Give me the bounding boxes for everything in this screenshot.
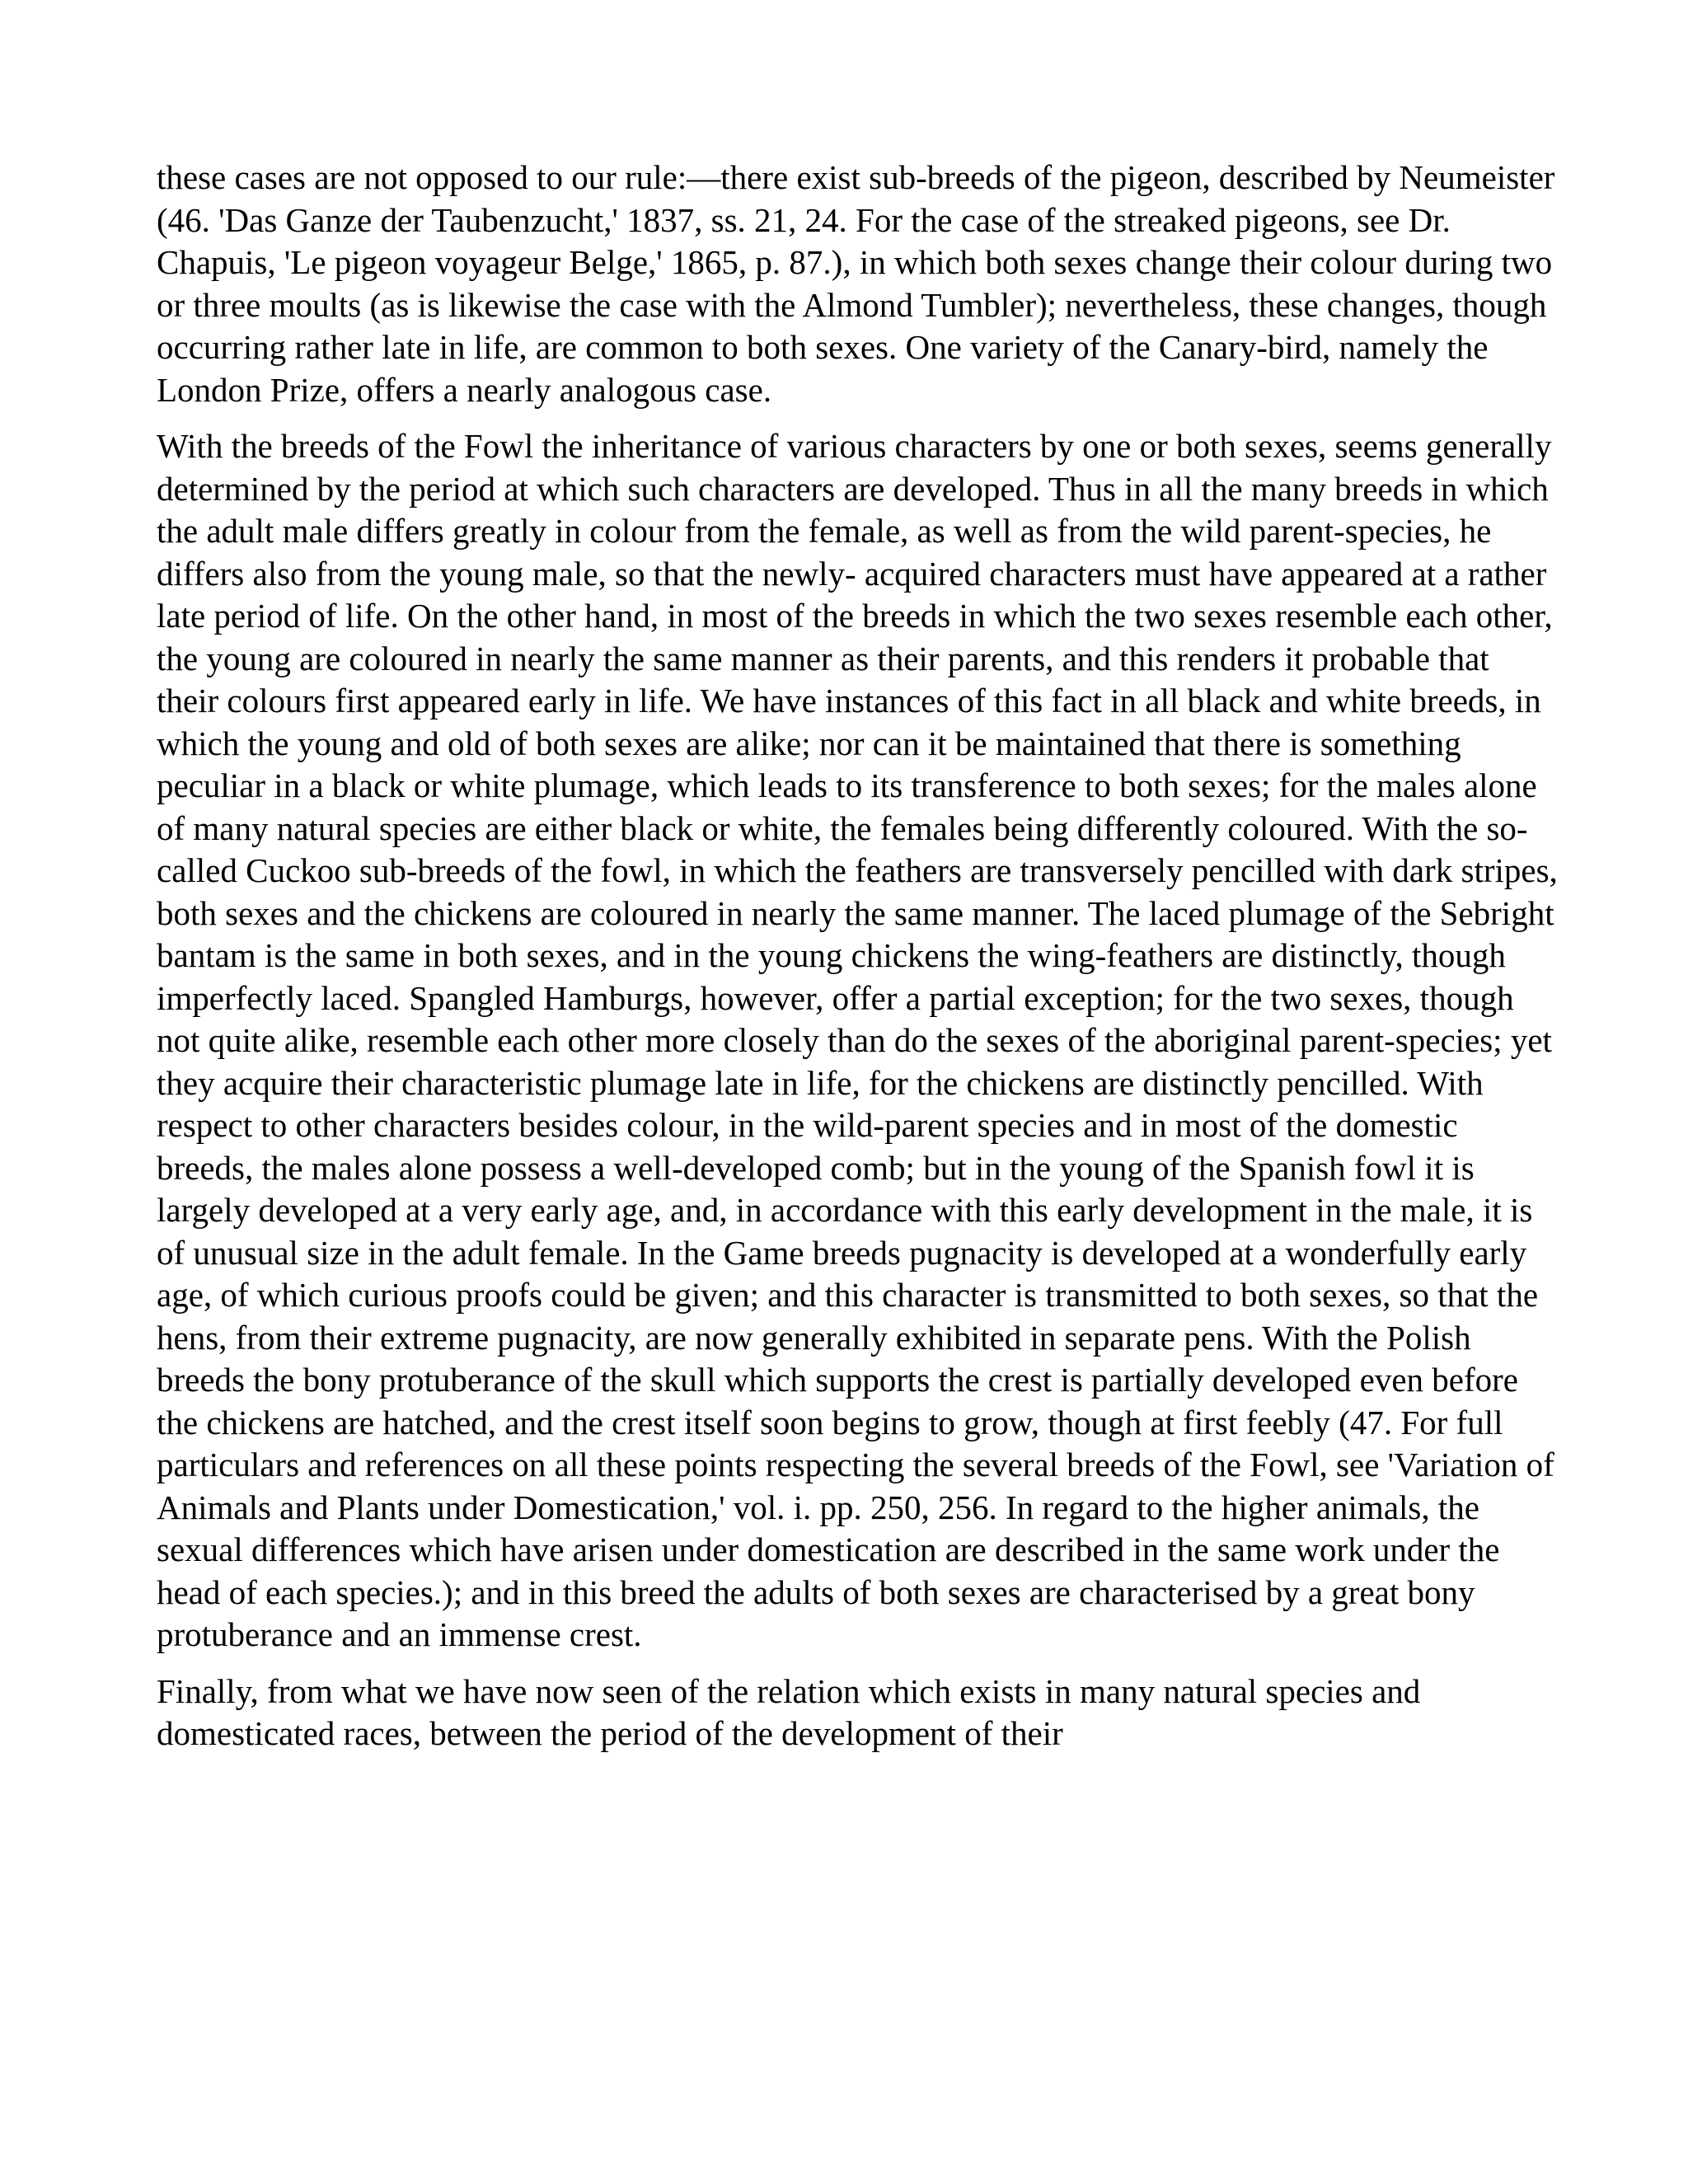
- paragraph-fowl-breeds: With the breeds of the Fowl the inheritance of various characters by one or both sexes, seems generally determined by the period at which such characters are developed. Thus in all the many breeds in which the adult male differs greatly in colour from the female, as well as from the wild parent-species, he differs also from the young male, so that the newly- acquired characters must have appeared at a rather late period of life. On the other hand, in most of the breeds in which the two sexes resemble each other, the young are coloured in nearly the same manner as their parents, and this renders it probable that their colours first appeared early in life. We have instances of this fact in all black and white breeds, in which the young and old of both sexes are alike; nor can it be maintained that there is something peculiar in a black or white plumage, which leads to its transference to both sexes; for the males alone of many natural species are either black or white, the females being differently coloured. With the so-called Cuckoo sub-breeds of the fowl, in which the feathers are transversely pencilled with dark stripes, both sexes and the chickens are coloured in nearly the same manner. The laced plumage of the Sebright bantam is the same in both sexes, and in the young chickens the wing-feathers are distinctly, though imperfectly laced. Spangled Hamburgs, however, offer a partial exception; for the two sexes, though not quite alike, resemble each other more closely than do the sexes of the aboriginal parent-species; yet they acquire their characteristic plumage late in life, for the chickens are distinctly pencilled. With respect to other characters besides colour, in the wild-parent species and in most of the domestic breeds, the males alone possess a well-developed comb; but in the young of the Spanish fowl it is largely developed at a very early age, and, in accordance with this early development in the male, it is of unusual size in the adult female. In the Game breeds pugnacity is developed at a wonderfully early age, of which curious proofs could be given; and this character is transmitted to both sexes, so that the hens, from their extreme pugnacity, are now generally exhibited in separate pens. With the Polish breeds the bony protuberance of the skull which supports the crest is partially developed even before the chickens are hatched, and the crest itself soon begins to grow, though at first feebly (47. For full particulars and references on all these points respecting the several breeds of the Fowl, see 'Variation of Animals and Plants under Domestication,' vol. i. pp. 250, 256. In regard to the higher animals, the sexual differences which have arisen under domestication are described in the same work under the head of each species.); and in this breed the adults of both sexes are characterised by a great bony protuberance and an immense crest.: [157, 427, 1558, 1653]
- paragraph-pigeon-moults: these cases are not opposed to our rule:—there exist sub-breeds of the pigeon, described by Neumeister (46. 'Das Ganze der Taubenzucht,' 1837, ss. 21, 24. For the case of the streaked pigeons, see Dr. Chapuis, 'Le pigeon voyageur Belge,' 1865, p. 87.), in which both sexes change their colour during two or three moults (as is likewise the case with the Almond Tumbler); nevertheless, these changes, though occurring rather late in life, are common to both sexes. One variety of the Canary-bird, namely the London Prize, offers a nearly analogous case.: [157, 158, 1555, 409]
- document-page: [157, 157, 1558, 1769]
- paragraph-finally: Finally, from what we have now seen of the relation which exists in many natural species and domesticated races, between the period of the development of their: [157, 1671, 1421, 1752]
